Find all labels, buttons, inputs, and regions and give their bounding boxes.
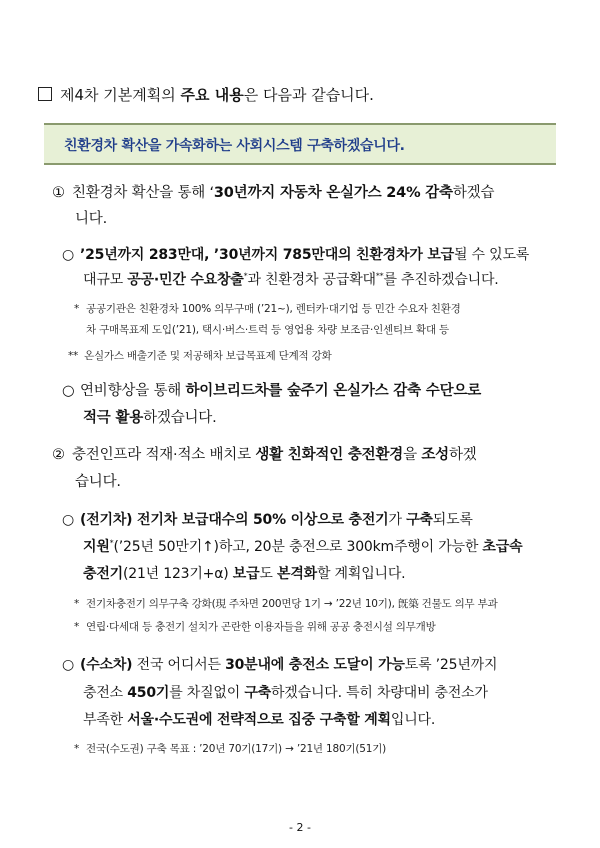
checkbox-square-icon xyxy=(38,87,52,101)
bullet3-note2: * 연립·다세대 등 충전기 설치가 곤란한 이용자들을 위해 공공 충전시설 의무개방 xyxy=(74,621,436,633)
item2-line2: 습니다. xyxy=(75,474,121,490)
circled-two-icon: ② xyxy=(52,447,65,463)
bullet1-note1-line1: * 공공기관은 친환경차 100% 의무구매 (’21~), 렌터카·대기업 등 민간 수요자 친환경 xyxy=(74,303,461,315)
bullet1-note1-line2: 차 구매목표제 도입(’21), 택시·버스·트럭 등 영업용 차량 보조금·인센티브 확대 등 xyxy=(86,324,449,336)
bullet3-note1: * 전기차충전기 의무구축 강화(現 주차면 200면당 1기 → ’22년 10기), 旣築 건물도 의무 부과 xyxy=(74,598,498,610)
bullet3-line3: 충전기(21년 123기+α) 보급도 본격화할 계획입니다. xyxy=(83,566,406,582)
bullet3-line1: ○ (전기차) 전기차 보급대수의 50% 이상으로 충전기가 구축되도록 xyxy=(62,512,473,528)
bullet1-note2: ** 온실가스 배출기준 및 저공해차 보급목표제 단계적 강화 xyxy=(68,350,332,362)
bullet3-line2: 지원*(’25년 50만기↑)하고, 20분 충전으로 300km주행이 가능한 초급속 xyxy=(83,538,523,555)
bullet4-line3: 부족한 서울·수도권에 전략적으로 집중 구축할 계획입니다. xyxy=(83,712,436,728)
intro-line: 제4차 기본계획의 주요 내용은 다음과 같습니다. xyxy=(38,84,374,105)
circled-one-icon: ① xyxy=(52,185,65,201)
circle-bullet-icon: ○ xyxy=(62,383,75,399)
circle-bullet-icon: ○ xyxy=(62,512,75,528)
bullet2-line2: 적극 활용하겠습니다. xyxy=(83,410,217,426)
circle-bullet-icon: ○ xyxy=(62,657,75,673)
item2-line1: ② 충전인프라 적재·적소 배치로 생활 친화적인 충전환경을 조성하겠 xyxy=(52,447,477,463)
item1-line2: 니다. xyxy=(75,211,108,227)
bullet1-line2: 대규모 공공·민간 수요창출*과 친환경차 공급확대**를 추진하겠습니다. xyxy=(83,271,499,288)
bullet4-note1: * 전국(수도권) 구축 목표 : ’20년 70기(17기) → ’21년 180기(51기) xyxy=(74,743,387,755)
bullet2-line1: ○ 연비향상을 통해 하이브리드차를 숲주기 온실가스 감축 수단으로 xyxy=(62,383,481,399)
bullet1-line1: ○ ’25년까지 283만대, ’30년까지 785만대의 친환경차가 보급될 수 있도록 xyxy=(62,247,530,263)
item1-line1: ① 친환경차 확산을 통해 ‘30년까지 자동차 온실가스 24% 감축하겠습 xyxy=(52,185,495,201)
bullet4-line2: 충전소 450기를 차질없이 구축하겠습니다. 특히 차량대비 충전소가 xyxy=(83,685,488,701)
section-banner xyxy=(44,123,556,165)
circle-bullet-icon: ○ xyxy=(62,247,75,263)
bullet4-line1: ○ (수소차) 전국 어디서든 30분내에 충전소 도달이 가능토록 ’25년까지 xyxy=(62,657,498,673)
page-number: - 2 - xyxy=(289,821,311,834)
banner-title: 친환경차 확산을 가속화하는 사회시스템 구축하겠습니다. xyxy=(64,138,405,154)
